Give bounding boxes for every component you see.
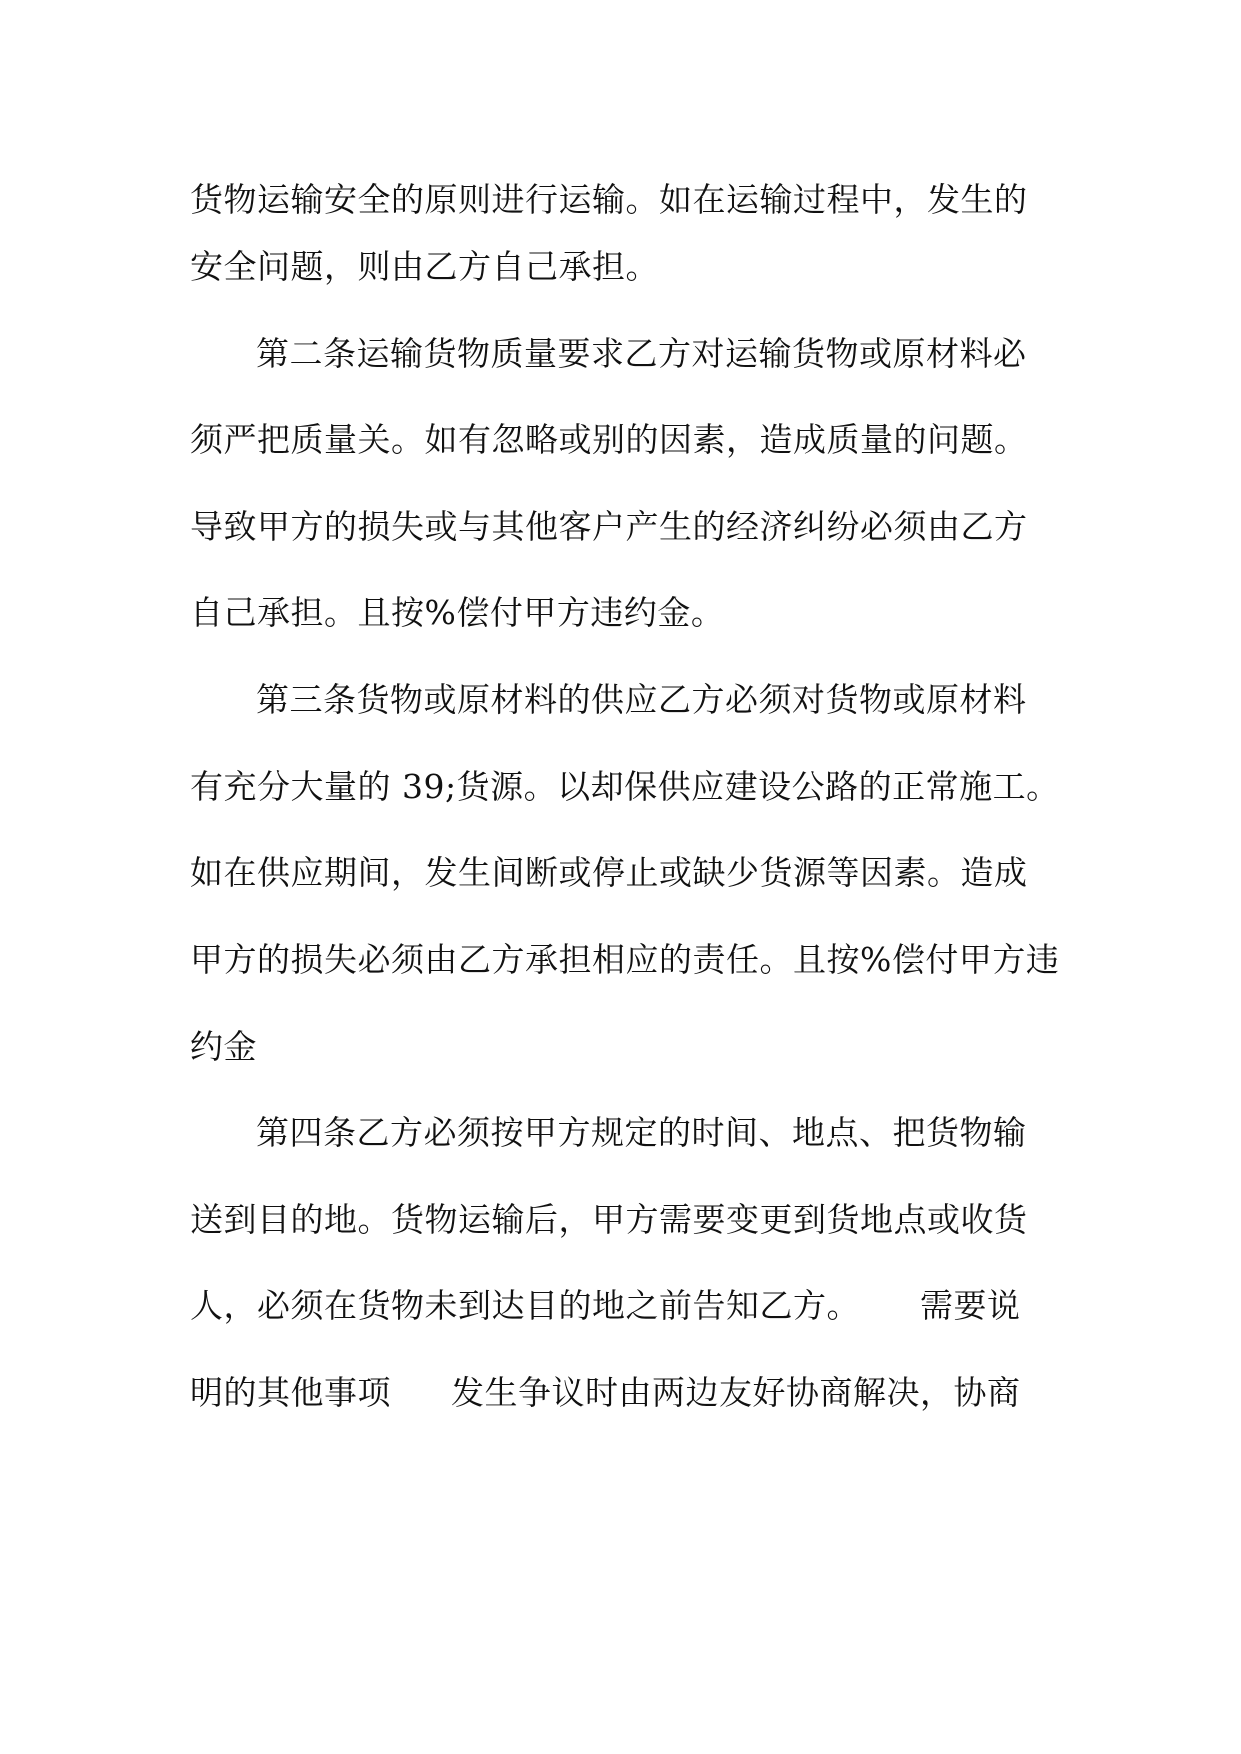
text-line: 有充分大量的 39;货源。以却保供应建设公路的正常施工。 [190,767,1060,806]
text-line: 货物运输安全的原则进行运输。如在运输过程中，发生的 [190,180,1028,219]
paragraph-3-start: 第三条货物或原材料的供应乙方必须对货物或原材料 [256,680,1027,719]
text-line: 自己承担。且按%偿付甲方违约金。 [190,593,725,632]
text-segment: 明的其他事项 [190,1373,391,1412]
paragraph-2-start: 第二条运输货物质量要求乙方对运输货物或原材料必 [256,334,1027,373]
text-line: 约金 [190,1027,257,1066]
text-segment: 人，必须在货物未到达目的地之前告知乙方。 [190,1286,860,1325]
text-line [190,1368,1021,1418]
text-line: 安全问题，则由乙方自己承担。 [190,247,659,286]
text-line: 甲方的损失必须由乙方承担相应的责任。且按%偿付甲方违 [190,940,1060,979]
paragraph-4-start: 第四条乙方必须按甲方规定的时间、地点、把货物输 [256,1113,1027,1152]
text-line: 如在供应期间，发生间断或停止或缺少货源等因素。造成 [190,853,1028,892]
text-line: 须严把质量关。如有忽略或别的因素，造成质量的问题。 [190,420,1028,459]
text-line: 送到目的地。货物运输后，甲方需要变更到货地点或收货 [190,1200,1028,1239]
text-segment: 发生争议时由两边友好协商解决，协商 [451,1373,1021,1412]
text-line: 导致甲方的损失或与其他客户产生的经济纠纷必须由乙方 [190,507,1028,546]
text-line [190,1281,1021,1331]
text-segment: 需要说 [920,1286,1021,1325]
